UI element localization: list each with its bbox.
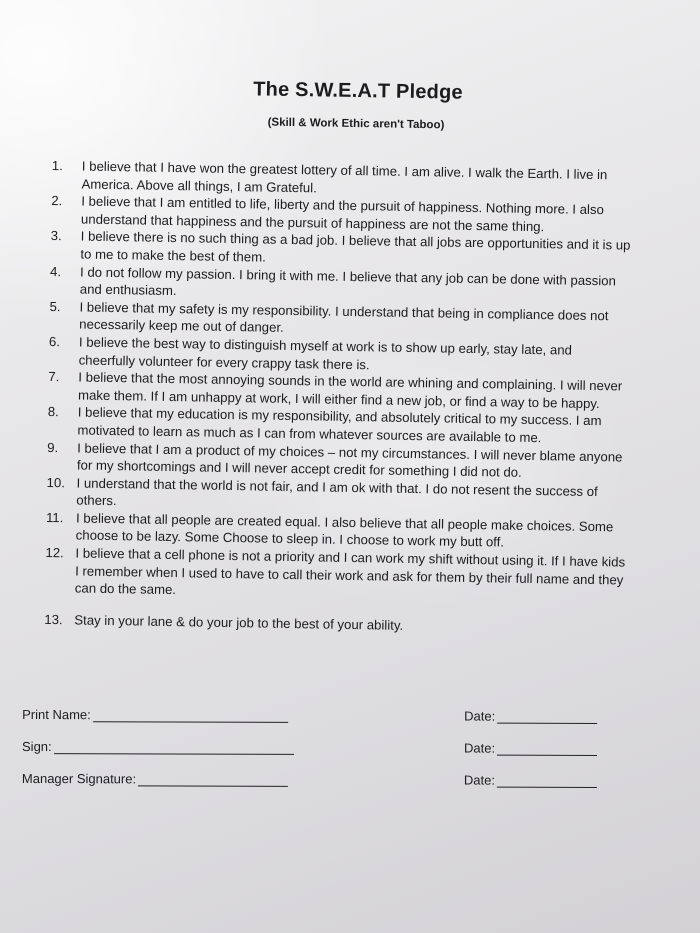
print-name-label: Print Name:: [22, 706, 91, 723]
pledge-number: 13.: [44, 611, 63, 628]
pledge-number: 5.: [49, 298, 61, 314]
pledge-number: 10.: [46, 474, 66, 490]
print-name-row: [22, 707, 622, 741]
pledge-text: Stay in your lane & do your job to the best of your ability.: [74, 612, 404, 633]
pledge-number: 9.: [47, 439, 59, 455]
pledge-item-13: [44, 611, 624, 638]
pledge-number: 4.: [49, 263, 62, 279]
date-line[interactable]: [497, 742, 597, 756]
pledge-text: I believe that a cell phone is not a priority and I can work my shift without using it. If I have kids I remember when I used to have to call their work and ask for them by their full name and they can do the same.: [74, 545, 626, 598]
document-subtitle: (Skill & Work Ethic aren't Taboo): [267, 116, 445, 132]
pledge-text: I do not follow my passion. I bring it with me. I believe that any job can be done with passion and enthusiasm.: [79, 264, 617, 299]
sign-row: [22, 739, 622, 773]
pledge-text: I believe the best way to distinguish myself at work is to show up early, stay late, and cheerfully volunteer for every crappy task there is.: [78, 334, 573, 372]
pledge-text: I believe there is no such thing as a bad job. I believe that all jobs are opportunities and it is up to me to make the best of them.: [80, 228, 631, 265]
pledge-number: 7.: [48, 369, 60, 385]
pledge-number: 6.: [48, 333, 61, 350]
manager-signature-row: [22, 771, 622, 805]
pledge-number: 11.: [45, 509, 64, 526]
pledge-item-12: [45, 544, 626, 606]
date-line[interactable]: [497, 774, 597, 788]
date-line[interactable]: [497, 710, 597, 724]
pledge-number: 1.: [51, 157, 63, 174]
date-label: Date:: [464, 740, 496, 756]
signature-block: [22, 707, 622, 805]
date-label: Date:: [464, 708, 496, 724]
pledge-text: I believe that all people are created equal. I also believe that all people make choices. Some choose to be lazy. Some Choose to sleep in. I choose to work my butt off.: [75, 510, 614, 551]
pledge-text: I believe that my education is my responsibility, and absolutely critical to my success. I am motivated to learn as much as I can from whatever sources are available to me.: [77, 404, 602, 446]
pledge-text: I believe that I have won the greatest lottery of all time. I am alive. I walk the Earth. I live in America. Above all things, I am Grateful.: [81, 158, 608, 195]
pledge-text: I believe that I am entitled to life, liberty and the pursuit of happiness. Nothing more. I also understand that happiness and the pursuit of happiness are not the same thing.: [80, 193, 604, 234]
pledge-number: 8.: [47, 404, 59, 420]
document-title: The S.W.E.A.T Pledge: [253, 78, 463, 104]
date-label: Date:: [463, 772, 496, 788]
pledge-list: [44, 157, 632, 638]
sign-line[interactable]: [54, 740, 294, 755]
pledge-text: I believe that the most annoying sounds in the world are whining and complaining. I will never make them. If I am unhappy at work, I will either find a new job, or find a way to be happy.: [77, 369, 623, 411]
manager-signature-line[interactable]: [138, 772, 288, 787]
pledge-text: I believe that my safety is my responsibility. I understand that being in compliance does not necessarily keep me out of danger.: [79, 299, 609, 336]
pledge-number: 12.: [45, 545, 64, 561]
sign-label: Sign:: [22, 738, 52, 755]
pledge-text: I believe that I am a product of my choices – not my circumstances. I will never blame anyone for my shortcomings and I will never accept credit for something I did not do.: [76, 439, 623, 480]
print-name-line[interactable]: [93, 708, 288, 723]
pledge-number: 3.: [50, 228, 62, 244]
manager-signature-label: Manager Signature:: [21, 770, 137, 787]
pledge-number: 2.: [51, 193, 63, 209]
pledge-text: I understand that the world is not fair, and I am ok with that. I do not resent the success of others.: [76, 475, 598, 509]
